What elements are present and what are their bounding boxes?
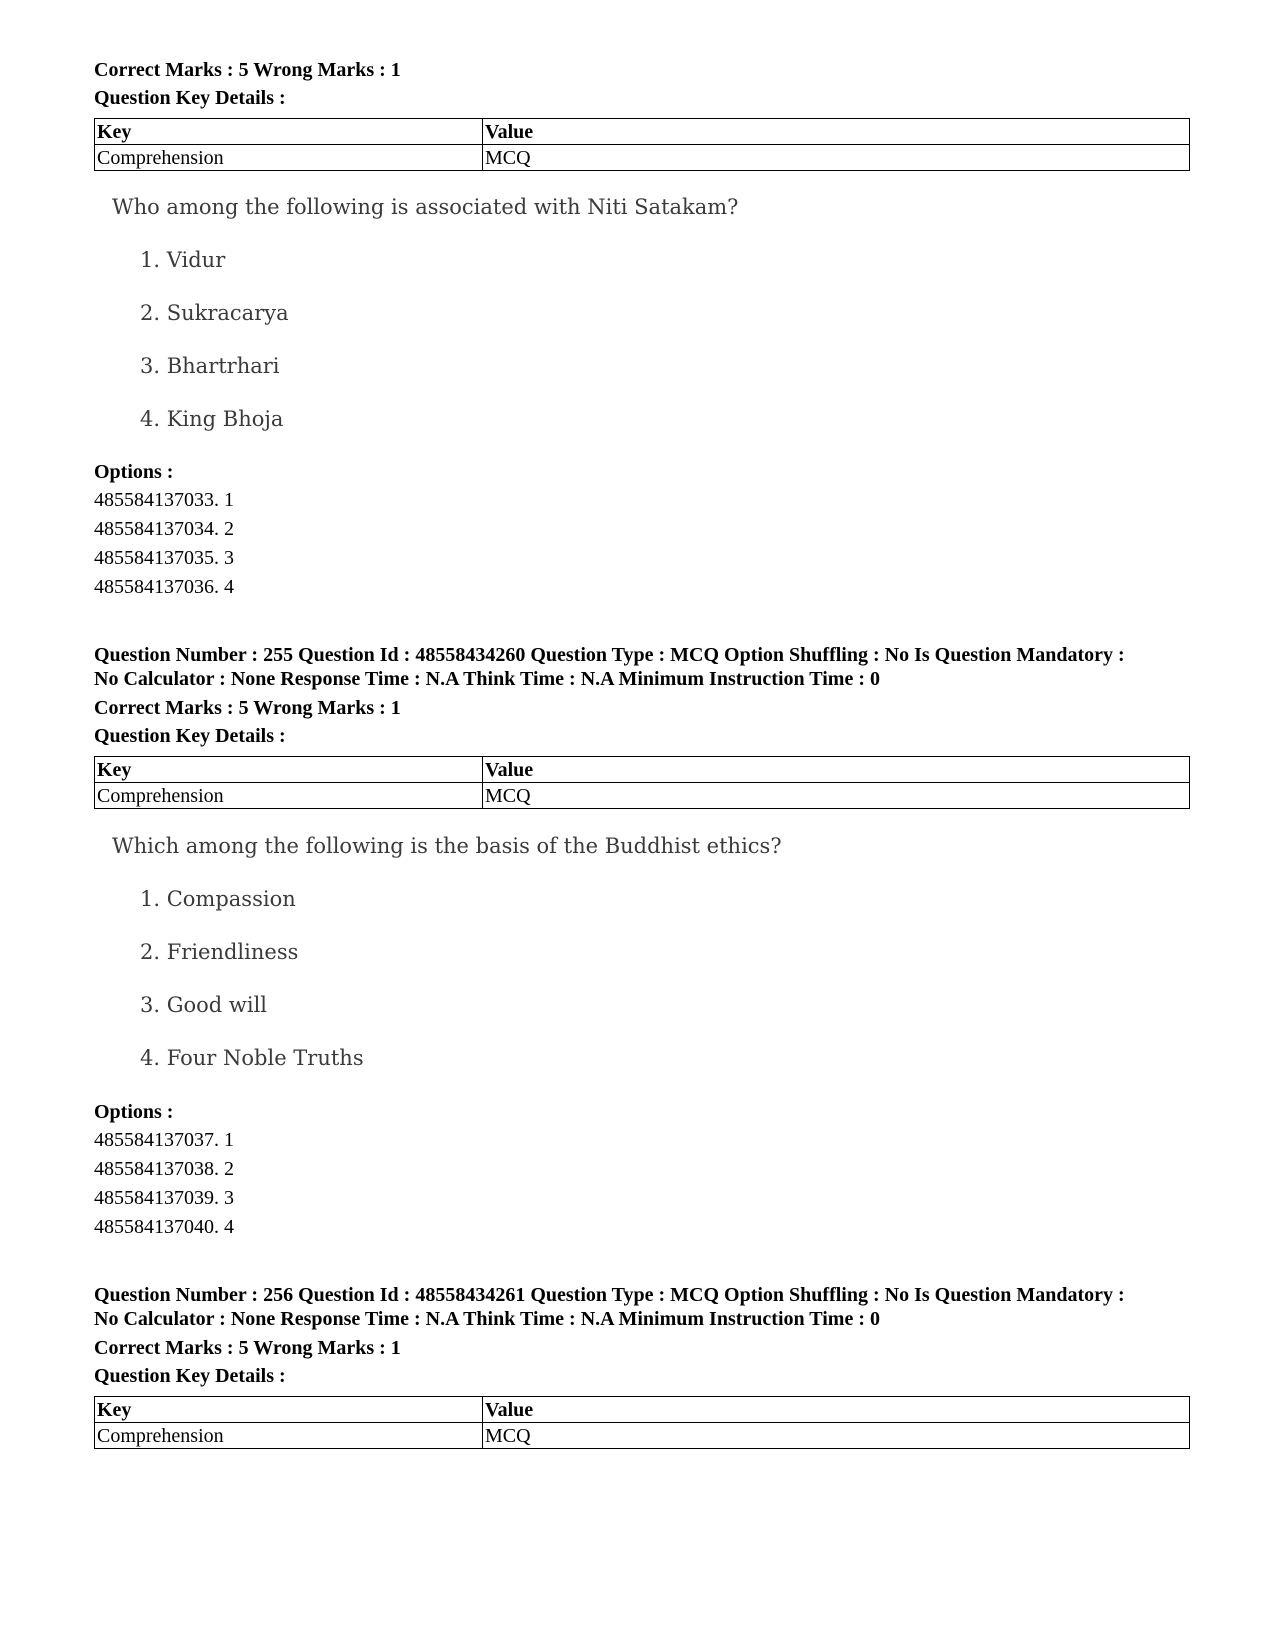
choice-item: 1. Vidur	[140, 248, 226, 272]
option-item: 485584137035. 3	[94, 547, 234, 569]
option-item: 485584137037. 1	[94, 1129, 234, 1151]
choice-item: 2. Friendliness	[140, 940, 299, 964]
table-row	[95, 145, 1190, 171]
table-header-value: Value	[483, 1397, 1190, 1423]
marks-line: Correct Marks : 5 Wrong Marks : 1	[94, 697, 401, 719]
table-header-row	[95, 1397, 1190, 1423]
key-details-table	[94, 1396, 1190, 1449]
question-header-line: No Calculator : None Response Time : N.A Think Time : N.A Minimum Instruction Time : 0	[94, 1308, 880, 1330]
key-details-table	[94, 756, 1190, 809]
table-cell-key: Comprehension	[95, 1423, 483, 1449]
choice-item: 2. Sukracarya	[140, 301, 289, 325]
table-header-key: Key	[95, 757, 483, 783]
option-item: 485584137034. 2	[94, 518, 234, 540]
table-row	[95, 783, 1190, 809]
key-details-label: Question Key Details :	[94, 87, 286, 109]
question-header-line: No Calculator : None Response Time : N.A Think Time : N.A Minimum Instruction Time : 0	[94, 668, 880, 690]
options-label: Options :	[94, 1101, 174, 1123]
choice-item: 4. King Bhoja	[140, 407, 284, 431]
table-header-value: Value	[483, 119, 1190, 145]
table-header-value: Value	[483, 757, 1190, 783]
table-cell-value: MCQ	[483, 783, 1190, 809]
table-row	[95, 1423, 1190, 1449]
marks-line: Correct Marks : 5 Wrong Marks : 1	[94, 1337, 401, 1359]
key-details-label: Question Key Details :	[94, 1365, 286, 1387]
question-text: Who among the following is associated with Niti Satakam?	[112, 195, 739, 219]
choice-item: 4. Four Noble Truths	[140, 1046, 364, 1070]
table-cell-value: MCQ	[483, 1423, 1190, 1449]
question-header-line: Question Number : 256 Question Id : 48558434261 Question Type : MCQ Option Shuffling : No Is Question Mandatory :	[94, 1284, 1125, 1306]
marks-line: Correct Marks : 5 Wrong Marks : 1	[94, 59, 401, 81]
choice-item: 1. Compassion	[140, 887, 296, 911]
option-item: 485584137036. 4	[94, 576, 234, 598]
table-header-key: Key	[95, 1397, 483, 1423]
choice-item: 3. Bhartrhari	[140, 354, 280, 378]
key-details-table	[94, 118, 1190, 171]
key-details-label: Question Key Details :	[94, 725, 286, 747]
table-cell-value: MCQ	[483, 145, 1190, 171]
question-header-line: Question Number : 255 Question Id : 48558434260 Question Type : MCQ Option Shuffling : No Is Question Mandatory :	[94, 644, 1125, 666]
table-header-row	[95, 119, 1190, 145]
table-header-key: Key	[95, 119, 483, 145]
option-item: 485584137038. 2	[94, 1158, 234, 1180]
table-cell-key: Comprehension	[95, 783, 483, 809]
table-cell-key: Comprehension	[95, 145, 483, 171]
option-item: 485584137040. 4	[94, 1216, 234, 1238]
choice-item: 3. Good will	[140, 993, 268, 1017]
table-header-row	[95, 757, 1190, 783]
option-item: 485584137039. 3	[94, 1187, 234, 1209]
question-text: Which among the following is the basis of the Buddhist ethics?	[112, 834, 782, 858]
option-item: 485584137033. 1	[94, 489, 234, 511]
options-label: Options :	[94, 461, 174, 483]
